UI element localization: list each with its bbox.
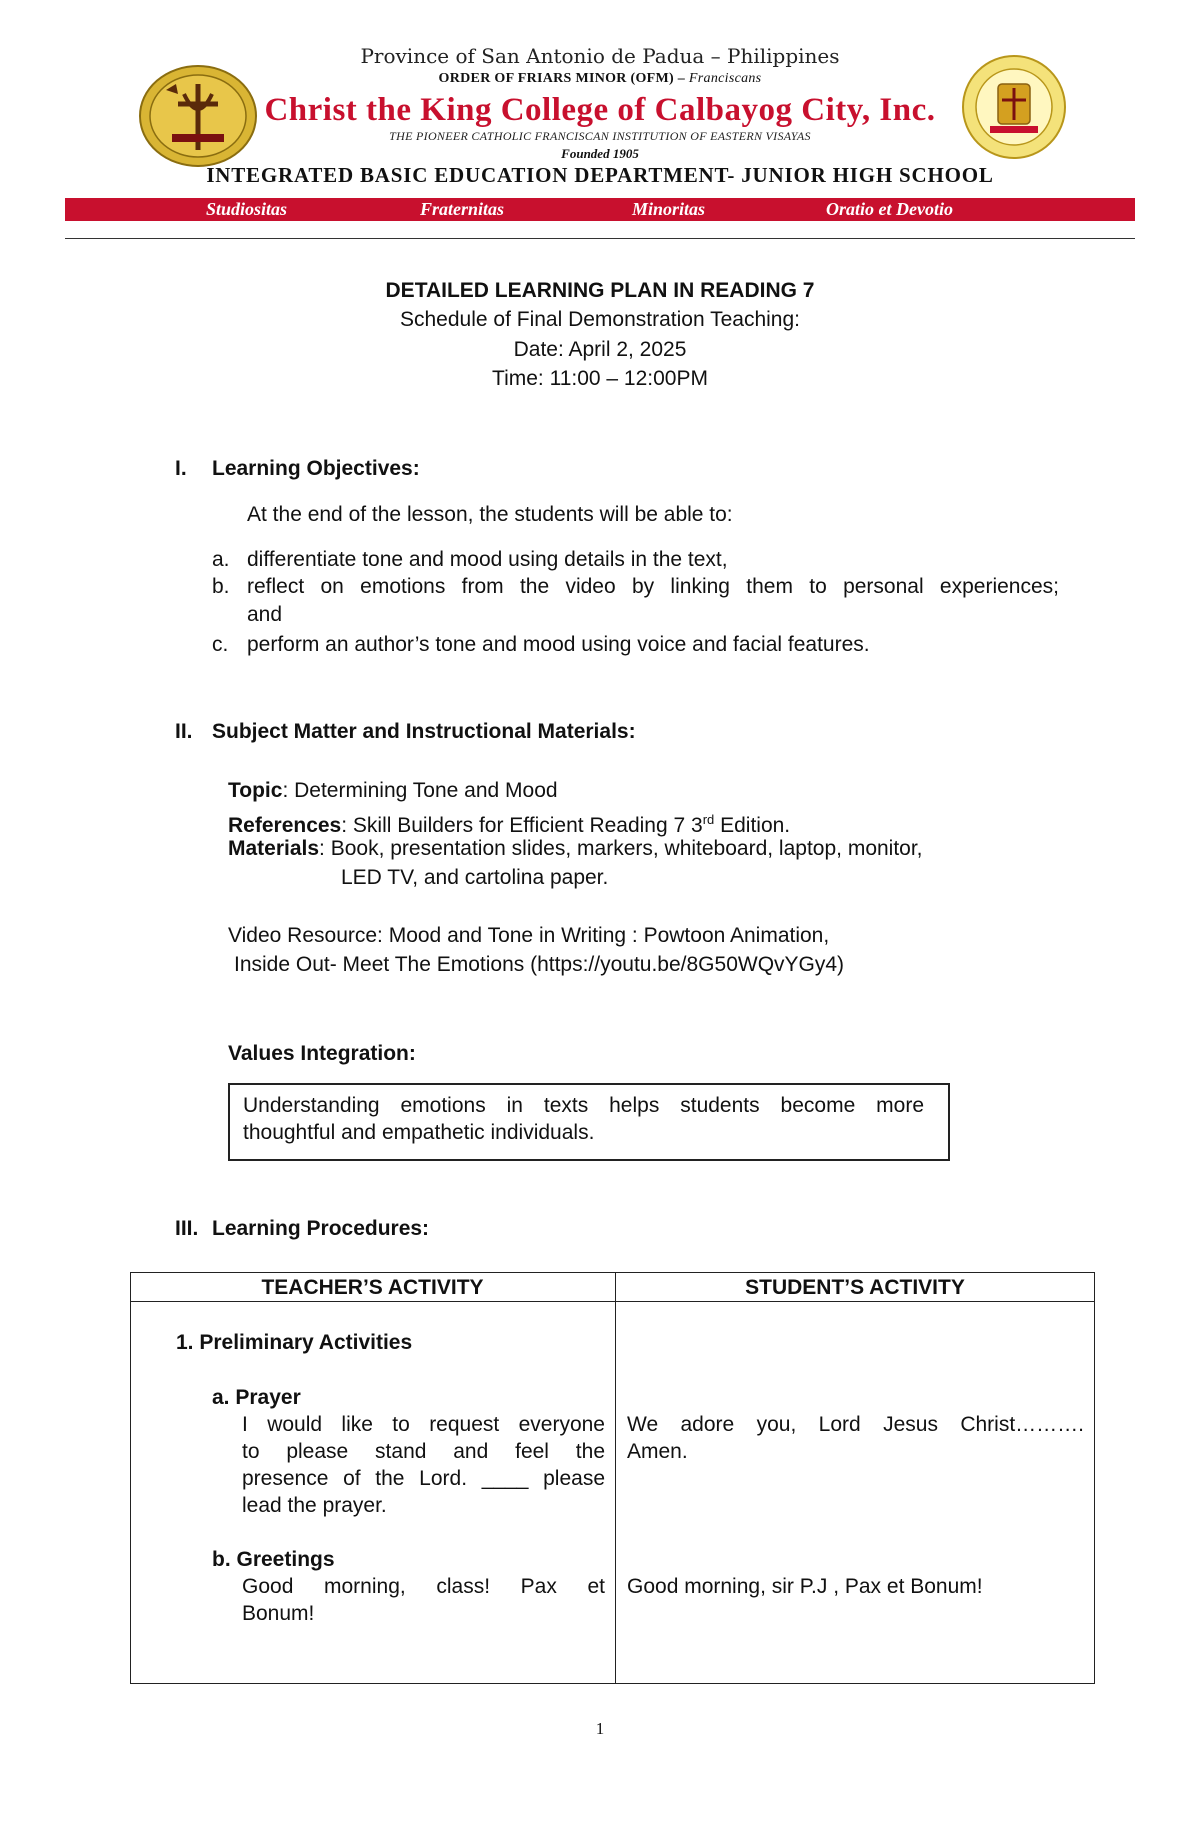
prayer-line-3: presence of the Lord. ____ please [242, 1467, 605, 1490]
motto-oratio: Oratio et Devotio [826, 199, 953, 219]
table-header-divider [130, 1301, 1095, 1302]
order-line [0, 71, 1200, 87]
prayer-line-2: to please stand and feel the [242, 1440, 605, 1463]
objective-b-text: reflect on emotions from the video by linking them to personal experiences; [247, 575, 1059, 598]
header-divider [65, 238, 1135, 239]
objectives-numeral: I. [175, 457, 187, 480]
subject-numeral: II. [175, 720, 193, 743]
greetings-line-2: Bonum! [242, 1602, 315, 1625]
objective-b-text-cont: and [247, 603, 283, 626]
pioneer-tagline: THE PIONEER CATHOLIC FRANCISCAN INSTITUTION OF EASTERN VISAYAS [389, 129, 811, 143]
department-name: INTEGRATED BASIC EDUCATION DEPARTMENT- JUNIOR HIGH SCHOOL [206, 163, 994, 187]
references-sup: rd [702, 812, 715, 827]
objectives-intro: At the end of the lesson, the students will be able to: [247, 503, 733, 526]
prayer-line-1: I would like to request everyone [242, 1413, 605, 1436]
prayer-response-line-2: Amen. [627, 1440, 688, 1463]
college-name: Christ the King College of Calbayog City, Inc. [264, 92, 936, 128]
motto-fraternitas: Fraternitas [420, 199, 505, 219]
topic-value: : Determining Tone and Mood [282, 779, 558, 802]
greetings-label: b. Greetings [212, 1548, 335, 1571]
founded-year: Founded 1905 [561, 146, 639, 161]
references-value: : Skill Builders for Efficient Reading 7 3 [341, 814, 703, 837]
procedures-numeral: III. [175, 1217, 199, 1240]
date-line: Date: April 2, 2025 [513, 338, 687, 361]
province-line: Province of San Antonio de Padua – Philippines [360, 44, 840, 68]
materials-label: Materials [228, 837, 320, 860]
greetings-line-1: Good morning, class! Pax et [242, 1575, 605, 1598]
objective-a-text: differentiate tone and mood using details in the text, [247, 548, 728, 571]
materials-value: : Book, presentation slides, markers, whiteboard, laptop, monitor, [319, 837, 923, 860]
topic-label: Topic [228, 779, 283, 802]
topic-line [228, 779, 558, 803]
video-resource-line-2: Inside Out- Meet The Emotions (https://youtu.be/8G50WQvYGy4) [234, 953, 845, 976]
order-italic: Franciscans [688, 71, 762, 86]
teacher-activity-header: TEACHER’S ACTIVITY [261, 1276, 484, 1299]
materials-line-2: LED TV, and cartolina paper. [341, 866, 609, 889]
prayer-label: a. Prayer [212, 1386, 301, 1409]
objective-c-text: perform an author’s tone and mood using voice and facial features. [247, 633, 870, 656]
objective-b-letter: b. [212, 575, 230, 598]
materials-line [228, 837, 923, 861]
prayer-response-line-1: We adore you, Lord Jesus Christ………. [627, 1413, 1084, 1436]
schedule-line: Schedule of Final Demonstration Teaching: [399, 308, 800, 331]
references-tail: Edition. [714, 814, 791, 837]
values-line-2: thoughtful and empathetic individuals. [243, 1121, 595, 1144]
values-heading: Values Integration: [228, 1042, 416, 1065]
student-activity-header: STUDENT’S ACTIVITY [745, 1276, 965, 1299]
subject-heading: Subject Matter and Instructional Materials: [212, 720, 636, 743]
page-number: 1 [595, 1719, 605, 1738]
references-label: References [228, 814, 342, 837]
video-resource-line-1: Video Resource: Mood and Tone in Writing : Powtoon Animation, [228, 924, 830, 947]
table-column-divider [615, 1272, 616, 1684]
motto-studiositas: Studiositas [206, 199, 288, 219]
procedures-heading: Learning Procedures: [212, 1217, 430, 1240]
time-line: Time: 11:00 – 12:00PM [492, 367, 708, 390]
order-main: ORDER OF FRIARS MINOR (OFM) – [438, 71, 686, 86]
objective-c-letter: c. [212, 633, 229, 656]
school-letterhead [0, 0, 1200, 250]
objective-a-letter: a. [212, 548, 230, 571]
motto-minoritas: Minoritas [632, 199, 706, 219]
preliminary-activities: 1. Preliminary Activities [176, 1331, 413, 1354]
plan-title: DETAILED LEARNING PLAN IN READING 7 [385, 279, 815, 302]
prayer-line-4: lead the prayer. [242, 1494, 387, 1517]
values-line-1: Understanding emotions in texts helps students become more [243, 1094, 924, 1117]
greetings-response: Good morning, sir P.J , Pax et Bonum! [627, 1575, 983, 1598]
objectives-heading: Learning Objectives: [212, 457, 420, 480]
references-line [228, 808, 790, 838]
